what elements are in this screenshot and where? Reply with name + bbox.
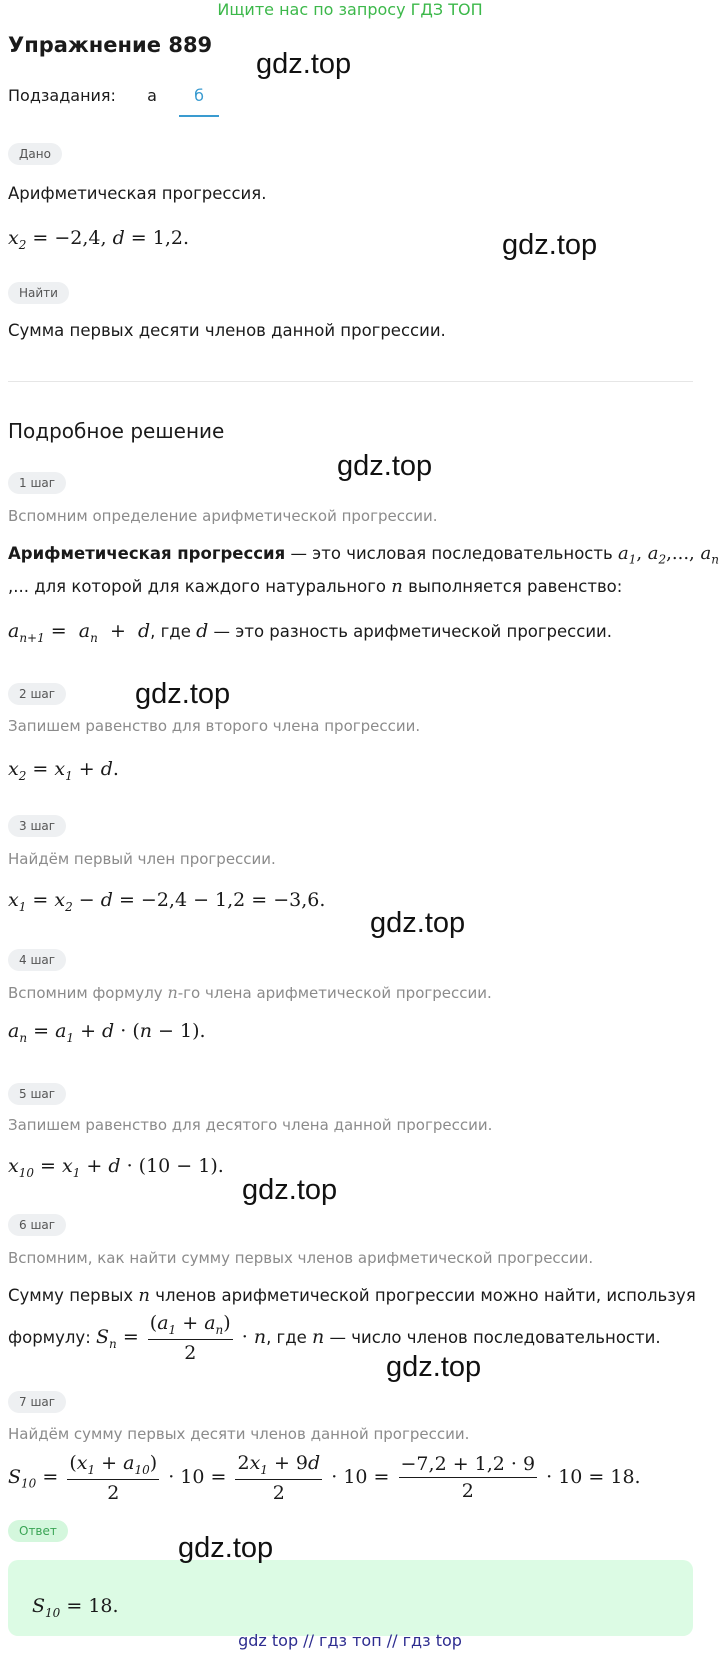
watermark: gdz.top [370,907,466,939]
page-title: Упражнение 889 [8,33,213,57]
watermark: gdz.top [337,450,433,482]
find-text: Сумма первых десяти членов данной прогрессии. [8,321,446,340]
step-4-note: Вспомним формулу n-го члена арифметической прогрессии. [8,983,492,1002]
watermark: gdz.top [178,1532,274,1564]
step-6-line1: Сумму первых n членов арифметической прогрессии можно найти, используя [8,1285,696,1306]
divider [8,381,693,382]
step-4-formula: $a_n = a_1 + d \cdot (n - 1)$. [8,1020,206,1045]
step-2-formula: $x_2 = x_1 + d$. [8,758,119,783]
step-3-chip: 3 шаг [8,815,66,837]
answer-chip: Ответ [8,1520,68,1542]
given-chip: Дано [8,143,62,165]
step-6-chip: 6 шаг [8,1214,66,1236]
watermark: gdz.top [135,678,231,710]
step-3-note: Найдём первый член прогрессии. [8,850,276,868]
solution-title: Подробное решение [8,419,225,443]
step-2-note: Запишем равенство для второго члена прогрессии. [8,717,421,735]
subtask-tab-b[interactable]: б [179,86,219,117]
given-formula: $x_2 = -2,4$, d = 1,2. [8,227,190,252]
step-5-formula: $x_{10} = x_1 + d \cdot (10 - 1)$. [8,1155,224,1180]
watermark: gdz.top [386,1351,482,1383]
step-7-note: Найдём сумму первых десяти членов данной прогрессии. [8,1425,470,1443]
find-chip: Найти [8,282,69,304]
step-6-line2: формулу: $S_n$ = $\frac{(a_1 + a_n)}{2}$ · n, где n — число членов последовательности. [8,1312,661,1364]
watermark: gdz.top [242,1174,338,1206]
step-1-definition: Арифметическая прогрессия — это числовая последовательность $a_1$, $a_2$,..., $a_n$ [8,543,719,567]
subtask-tab-a[interactable]: а [147,86,157,105]
step-7-chip: 7 шаг [8,1391,66,1413]
definition-term: Арифметическая прогрессия [8,544,286,563]
definition-rest: — это числовая последовательность [290,544,613,563]
step-1-formula: $a_{n+1} = a_n + d$, где d — это разность арифметической прогрессии. [8,620,613,645]
step-1-chip: 1 шаг [8,472,66,494]
step-7-formula: $S_{10}$ = $\frac{(x_1 + a_{10})}{2}$ · 10 = $\frac{2x_1 + 9d}{2}$ · 10 = $\frac{-7,2 + 1,2 \cdot 9}{2}$ · 10 = 18. [8,1452,641,1504]
subtasks-label: Подзадания: [8,86,116,105]
watermark: gdz.top [256,48,352,80]
footer-links[interactable]: gdz top // гдз топ // гдз top [238,1631,462,1650]
step-6-note: Вспомним, как найти сумму первых членов арифметической прогрессии. [8,1249,594,1267]
search-banner: Ищите нас по запросу ГДЗ ТОП [217,0,483,19]
watermark: gdz.top [502,229,598,261]
step-1-definition-line2: ,... для которой для каждого натурального n выполняется равенство: [8,576,623,597]
step-5-chip: 5 шаг [8,1083,66,1105]
step-1-note: Вспомним определение арифметической прогрессии. [8,507,438,525]
given-text: Арифметическая прогрессия. [8,184,267,203]
step-3-formula: $x_1 = x_2 - d = -2,4 - 1,2 = -3,6$. [8,889,326,914]
step-2-chip: 2 шаг [8,683,66,705]
step-4-chip: 4 шаг [8,949,66,971]
answer-formula: $S_{10} = 18$. [32,1595,119,1620]
step-5-note: Запишем равенство для десятого члена данной прогрессии. [8,1116,493,1134]
